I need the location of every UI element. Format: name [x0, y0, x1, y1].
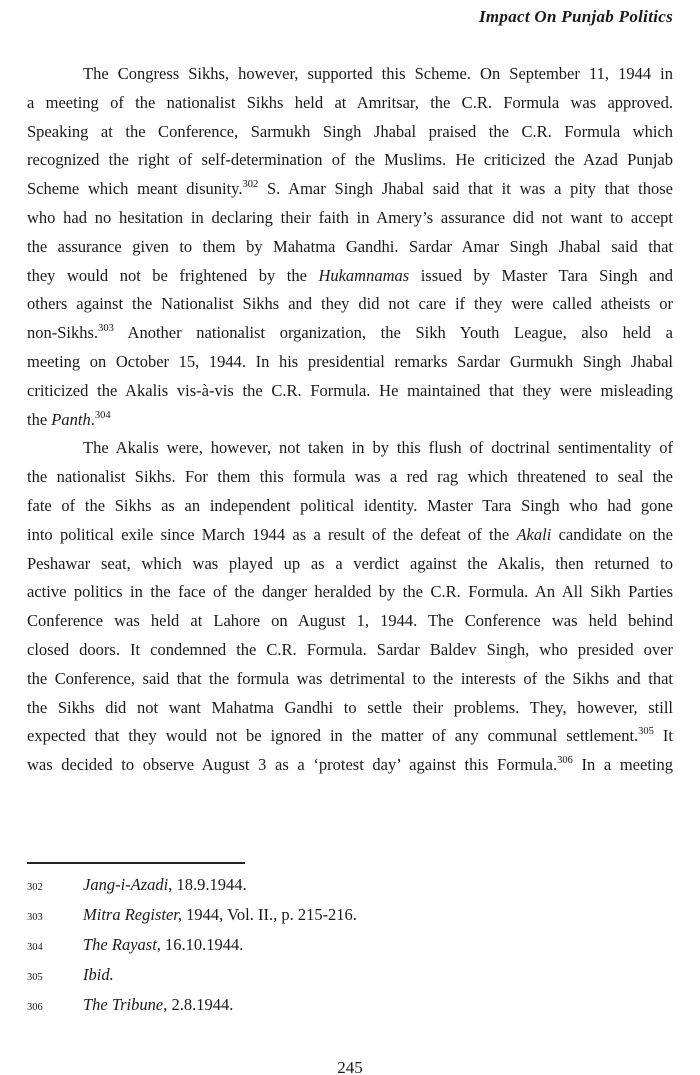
text-line: non-Sikhs.$^{303}$ Another nationalist organization, the Sikh Youth League, also held a [27, 323, 673, 343]
footnote-reference: 302 [242, 179, 259, 191]
text-line: expected that they would not be ignored in the matter of any communal settlement.$^{305}$ It [27, 726, 673, 746]
page-header [479, 7, 673, 27]
footnote-reference: 303 [98, 323, 114, 335]
text-line: others against the Nationalist Sikhs and they did not care if they were called atheists or [27, 294, 673, 314]
text-line: they would not be frightened by the Hukamnamas issued by Master Tara Singh and [27, 265, 673, 285]
text-line: the Panth.$^{304}$ [27, 409, 111, 429]
footnote-list [27, 870, 673, 1020]
body-text [27, 60, 673, 780]
text-line: meeting on October 15, 1944. In his presidential remarks Sardar Gurmukh Singh Jhabal [27, 351, 673, 371]
text-line: the Conference, said that the formula was detrimental to the interests of the Sikhs and that [27, 668, 673, 688]
footnote-reference: 304 [94, 409, 111, 421]
footnote-separator [27, 862, 245, 864]
footnote-reference: 305 [638, 726, 654, 738]
text-line: into political exile since March 1944 as a result of the defeat of the Akali candidate on the [27, 524, 673, 544]
footnote-marker: 305 [27, 972, 43, 983]
text-line: The Akalis were, however, not taken in by this flush of doctrinal sentimentality of [83, 438, 673, 458]
text-line: closed doors. It condemned the C.R. Formula. Sardar Baldev Singh, who presided over [27, 639, 673, 659]
text-line: was decided to observe August 3 as a ‘protest day’ against this Formula.$^{306}$ In a meeting [27, 755, 673, 775]
text-line: fate of the Sikhs as an independent political identity. Master Tara Singh who had gone [27, 495, 673, 515]
footnotes-section [27, 862, 673, 1020]
footnote-marker: 302 [27, 882, 43, 893]
footnote [27, 870, 673, 900]
footnote-text: Jang-i-Azadi, 18.9.1944. [83, 875, 247, 894]
footnote-text: The Tribune, 2.8.1944. [83, 995, 234, 1014]
footnote [27, 990, 673, 1020]
text-line: the assurance given to them by Mahatma Gandhi. Sardar Amar Singh Jhabal said that [27, 236, 673, 256]
text-line: Conference was held at Lahore on August 1, 1944. The Conference was held behind [27, 611, 673, 631]
text-line: a meeting of the nationalist Sikhs held at Amritsar, the C.R. Formula was approved. [27, 92, 673, 112]
text-line: the Sikhs did not want Mahatma Gandhi to settle their problems. They, however, still [27, 697, 673, 717]
text-line: who had no hesitation in declaring their faith in Amery’s assurance did not want to accept [27, 207, 673, 227]
text-line: Peshawar seat, which was played up as a verdict against the Akalis, then returned to [27, 553, 673, 573]
footnote-text: Ibid. [83, 965, 114, 984]
footnote-text: The Rayast, 16.10.1944. [83, 935, 244, 954]
footnote [27, 930, 673, 960]
footnote [27, 960, 673, 990]
footnote [27, 900, 673, 930]
text-line: active politics in the face of the danger heralded by the C.R. Formula. An All Sikh Parties [27, 582, 673, 602]
text-line: recognized the right of self-determination of the Muslims. He criticized the Azad Punjab [27, 150, 673, 170]
running-title: Impact On Punjab Politics [478, 7, 673, 26]
footnote-marker: 304 [27, 942, 43, 953]
footnote-marker: 303 [27, 912, 43, 923]
text-line: Speaking at the Conference, Sarmukh Singh Jhabal praised the C.R. Formula which [27, 121, 673, 141]
page-number: 245 [337, 1058, 363, 1075]
text-line: criticized the Akalis vis-à-vis the C.R. Formula. He maintained that they were misleading [27, 380, 673, 400]
footnote-reference: 306 [557, 755, 573, 767]
footnote-text: Mitra Register, 1944, Vol. II., p. 215-216. [83, 905, 357, 924]
text-line: the nationalist Sikhs. For them this formula was a red rag which threatened to seal the [27, 467, 673, 487]
footnote-marker: 306 [27, 1002, 43, 1013]
text-line: The Congress Sikhs, however, supported this Scheme. On September 11, 1944 in [83, 64, 673, 83]
text-line: Scheme which meant disunity.$^{302}$ S. Amar Singh Jhabal said that it was a pity that those [27, 179, 673, 199]
